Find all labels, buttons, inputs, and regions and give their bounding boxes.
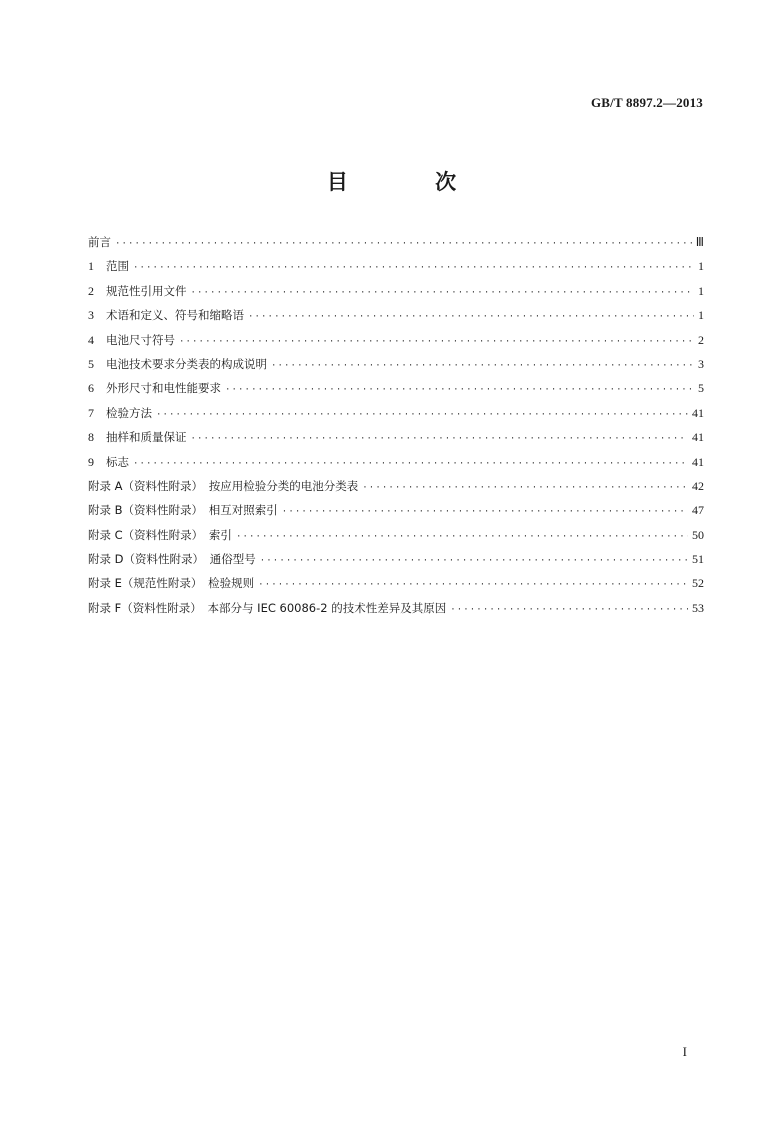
- toc-entry-label: 范围: [106, 259, 129, 274]
- toc-entry-number: 9: [88, 454, 94, 469]
- toc-entry-label: 标志: [106, 454, 129, 469]
- toc-entry-page: 50: [692, 527, 704, 542]
- dot-leader: [258, 573, 688, 597]
- toc-entry-page: Ⅲ: [695, 235, 704, 249]
- toc-entry-number: 4: [88, 332, 94, 347]
- dot-leader: [191, 281, 695, 305]
- toc-entry-label: 附录 E（规范性附录） 检验规则: [88, 576, 255, 591]
- toc-entry-8[interactable]: [88, 425, 704, 449]
- dot-leader: [248, 305, 694, 329]
- toc-entry-6[interactable]: [88, 376, 704, 400]
- toc-entry-annex-c[interactable]: [88, 523, 704, 547]
- toc-entry-page: 47: [692, 503, 704, 518]
- toc-entry-page: 3: [698, 356, 704, 371]
- toc-entry-number: 1: [88, 259, 94, 274]
- dot-leader: [260, 549, 688, 573]
- dot-leader: [133, 452, 688, 476]
- toc-entry-7[interactable]: [88, 401, 704, 425]
- dot-leader: [225, 378, 694, 402]
- standard-code: GB/T 8897.2—2013: [590, 95, 703, 110]
- toc-entry-label: 术语和定义、符号和缩略语: [106, 308, 244, 323]
- toc-entry-label: 电池尺寸符号: [106, 332, 175, 347]
- toc-entry-label: 电池技术要求分类表的构成说明: [106, 356, 267, 371]
- toc-entry-1[interactable]: [88, 254, 704, 278]
- toc-entry-label: 附录 F（资料性附录） 本部分与 IEC 60086-2 的技术性差异及其原因: [88, 600, 447, 615]
- toc-entry-page: 51: [692, 552, 704, 567]
- toc-entry-label: 抽样和质量保证: [106, 430, 187, 445]
- toc-entry-number: 6: [88, 381, 94, 396]
- toc-entry-4[interactable]: [88, 328, 704, 352]
- toc-entry-page: 1: [698, 283, 704, 298]
- toc-entry-annex-e[interactable]: [88, 571, 704, 595]
- dot-leader: [271, 354, 694, 378]
- toc-entry-number: 2: [88, 283, 94, 298]
- toc-entry-page: 5: [698, 381, 704, 396]
- dot-leader: [362, 476, 688, 500]
- toc-entry-label: 规范性引用文件: [106, 283, 187, 298]
- toc-entry-number: 8: [88, 430, 94, 445]
- dot-leader: [282, 500, 688, 524]
- toc-entry-5[interactable]: [88, 352, 704, 376]
- dot-leader: [450, 598, 688, 622]
- toc-entry-page: 53: [692, 600, 704, 615]
- toc-entry-page: 1: [698, 259, 704, 274]
- toc-entry-page: 41: [692, 454, 704, 469]
- toc-entry-page: 42: [692, 478, 704, 493]
- page-number: I: [682, 1044, 687, 1059]
- toc-entry-label: 前言: [88, 235, 111, 249]
- toc-entry-page: 1: [698, 308, 704, 323]
- toc-entry-2[interactable]: [88, 279, 704, 303]
- toc-entry-9[interactable]: [88, 450, 704, 474]
- toc-entry-page: 41: [692, 405, 704, 420]
- dot-leader: [156, 403, 688, 427]
- dot-leader: [133, 256, 694, 280]
- toc-entry-page: 41: [692, 430, 704, 445]
- toc-entry-annex-b[interactable]: [88, 498, 704, 522]
- toc-entry-page: 52: [692, 576, 704, 591]
- toc-entry-label: 外形尺寸和电性能要求: [106, 381, 221, 396]
- toc-entry-3[interactable]: [88, 303, 704, 327]
- toc-entry-number: 3: [88, 308, 94, 323]
- toc-entry-label: 检验方法: [106, 405, 152, 420]
- toc-title: 目 次: [326, 170, 497, 194]
- toc-entry-annex-d[interactable]: [88, 547, 704, 571]
- toc-entry-label: 附录 A（资料性附录） 按应用检验分类的电池分类表: [88, 478, 359, 493]
- toc-entry-number: 7: [88, 405, 94, 420]
- table-of-contents: [88, 230, 704, 620]
- toc-entry-label: 附录 D（资料性附录） 通俗型号: [88, 552, 256, 567]
- toc-entry-label: 附录 C（资料性附录） 索引: [88, 527, 232, 542]
- toc-entry-number: 5: [88, 356, 94, 371]
- dot-leader: [115, 232, 692, 256]
- toc-entry-foreword[interactable]: [88, 230, 704, 254]
- dot-leader: [236, 525, 688, 549]
- toc-entry-annex-f[interactable]: [88, 596, 704, 620]
- dot-leader: [179, 330, 694, 354]
- toc-entry-annex-a[interactable]: [88, 474, 704, 498]
- toc-entry-page: 2: [698, 332, 704, 347]
- toc-entry-label: 附录 B（资料性附录） 相互对照索引: [88, 503, 278, 518]
- dot-leader: [191, 427, 689, 451]
